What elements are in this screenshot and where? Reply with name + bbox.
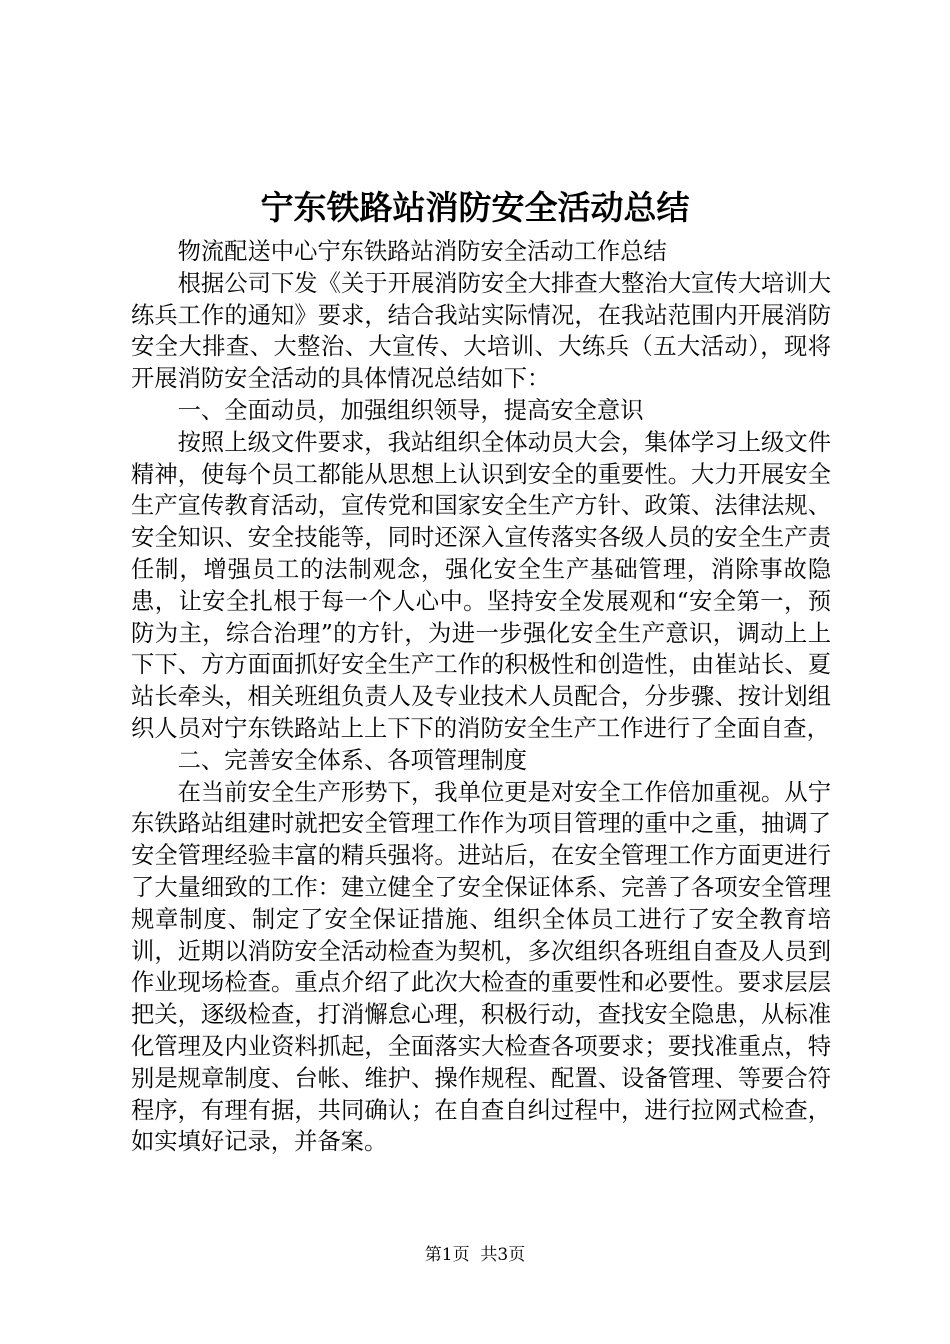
section-2-paragraph: 在当前安全生产形势下，我单位更是对安全工作倍加重视。从宁东铁路站组建时就把安全管理工作作为项目管理的重中之重，抽调了安全管理经验丰富的精兵强将。进站后，在安全管理工作方面更进行了大量细致的工作：建立健全了安全保证体系、完善了各项安全管理规章制度、制定了安全保证措施、组织全体员工进行了安全教育培训，近期以消防安全活动检查为契机，多次组织各班组自查及人员到作业现场检查。重点介绍了此次大检查的重要性和必要性。要求层层把关，逐级检查，打消懈怠心理，积极行动，查找安全隐患，从标准化管理及内业资料抓起，全面落实大检查各项要求；要找准重点，特别是规章制度、台帐、维护、操作规程、配置、设备管理、等要合符程序，有理有据，共同确认；在自查自纠过程中，进行拉网式检查，如实填好记录，并备案。 [131,778,831,1156]
section-heading-1: 一、全面动员，加强组织领导，提高安全意识 [177,396,644,424]
intro-paragraph: 根据公司下发《关于开展消防安全大排查大整治大宣传大培训大练兵工作的通知》要求，结合我站实际情况，在我站范围内开展消防安全大排查、大整治、大宣传、大培训、大练兵（五大活动），现将开展消防安全活动的具体情况总结如下： [131,269,831,393]
document-body [131,236,831,1158]
subtitle-paragraph: 物流配送中心宁东铁路站消防安全活动工作总结 [177,238,667,265]
page-number-footer: 第1页 共3页 [424,1245,526,1265]
section-heading-2: 二、完善安全体系、各项管理制度 [177,746,528,774]
document-title: 宁东铁路站消防安全活动总结 [260,188,690,227]
section-1-paragraph: 按照上级文件要求，我站组织全体动员大会，集体学习上级文件精神，使每个员工都能从思想上认识到安全的重要性。大力开展安全生产宣传教育活动，宣传党和国家安全生产方针、政策、法律法规、安全知识、安全技能等，同时还深入宣传落实各级人员的安全生产责任制，增强员工的法制观念，强化安全生产基础管理，消除事故隐患，让安全扎根于每一个人心中。坚持安全发展观和“安全第一，预防为主，综合治理”的方针，为进一步强化安全生产意识，调动上上下下、方方面面抓好安全生产工作的积极性和创造性，由崔站长、夏站长牵头，相关班组负责人及专业技术人员配合，分步骤、按计划组织人员对宁东铁路站上上下下的消防安全生产工作进行了全面自查， [131,428,831,742]
